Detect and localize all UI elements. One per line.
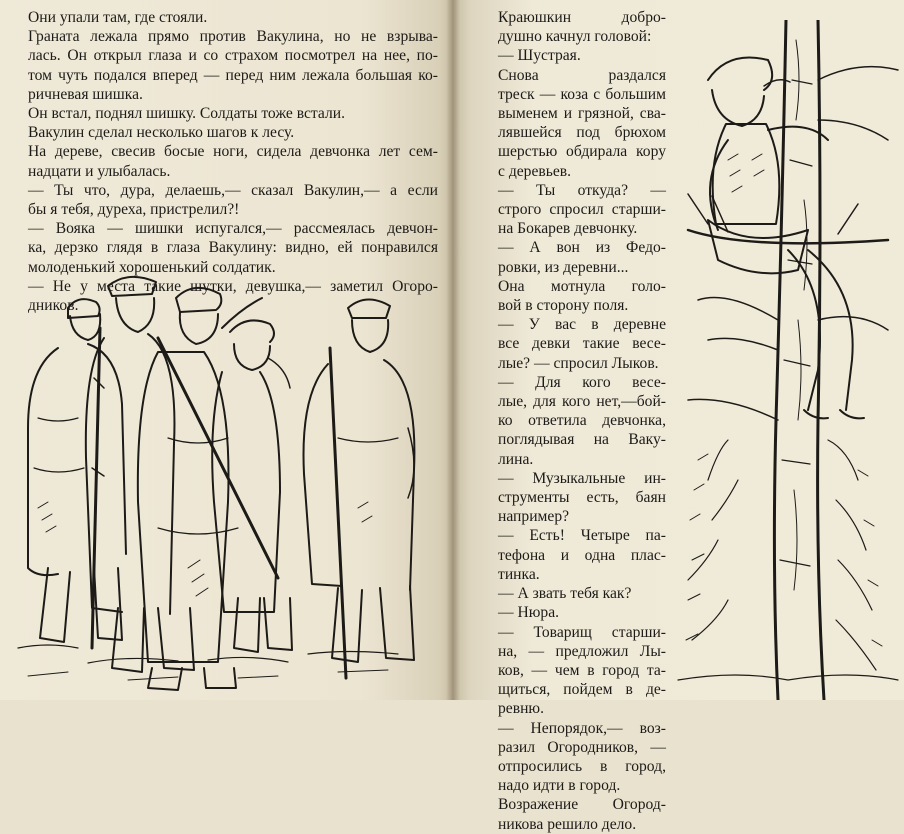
right-page-line: Она мотнула голо- xyxy=(498,277,666,295)
right-page-line: тефона и одна плас- xyxy=(498,546,666,564)
right-page-line: шерстью обдирала кору xyxy=(498,143,666,161)
right-page-line: отпросились в город, xyxy=(498,757,666,775)
right-page-line: — А звать тебя как? xyxy=(498,585,632,603)
left-page-line: молоденький хорошенький солдатик. xyxy=(28,258,276,276)
right-page-line: на Бокарев девчонку. xyxy=(498,220,638,238)
right-page-line: лые? — спросил Лыков. xyxy=(498,354,659,372)
left-page-line: Он встал, поднял шишку. Солдаты тоже встали. xyxy=(28,105,346,123)
right-page-line: — Есть! Четыре па- xyxy=(498,527,666,545)
left-page-line: Они упали там, где стояли. xyxy=(28,9,208,26)
right-page-line: треск — коза с большим xyxy=(498,85,666,103)
right-page-line: строго спросил старши- xyxy=(498,201,666,219)
left-page-line: — Вояка — шишки испугался,— рассмеялась девчон- xyxy=(28,220,438,238)
right-page-line: — Непорядок,— воз- xyxy=(498,719,666,737)
left-page-line: лась. Он открыл глаза и со страхом посмотрел на нее, по- xyxy=(28,47,438,65)
left-page-line: На дереве, свесив босые ноги, сидела девчонка лет сем- xyxy=(28,143,438,161)
left-page-line: Граната лежала прямо против Вакулина, но не взрыва- xyxy=(28,28,438,46)
left-page-line: бы я тебя, дуреха, пристрелил?! xyxy=(28,201,240,219)
right-page-line: струменты есть, баян xyxy=(498,489,666,507)
right-page-line: — Для кого весе- xyxy=(498,373,666,391)
right-page-line: лина. xyxy=(498,450,534,468)
right-page-line: с деревьев. xyxy=(498,162,572,180)
right-page-line: Снова раздался xyxy=(498,66,666,84)
right-page-line: надо идти в город. xyxy=(498,777,621,795)
right-page-line: поглядывая на Ваку- xyxy=(498,431,666,449)
right-page-text xyxy=(498,8,666,834)
right-page-line: — Ты откуда? — xyxy=(498,181,666,199)
soldiers-illustration xyxy=(8,268,448,696)
book-gutter xyxy=(446,0,460,700)
right-page-line: вой в сторону поля. xyxy=(498,297,629,315)
left-page-line: ка, дерзко глядя в глаза Вакулину: видно, ей понравился xyxy=(28,239,438,257)
right-page-line: — Шустрая. xyxy=(498,47,581,65)
right-page-line: никова решило дело. xyxy=(498,815,637,833)
left-page-line: ричневая шишка. xyxy=(28,85,143,103)
right-page-line: тинка. xyxy=(498,565,540,583)
right-page-line: разил Огородников, — xyxy=(498,738,666,756)
right-page-line: лые, для кого нет,—бой- xyxy=(498,393,666,411)
right-page-line: например? xyxy=(498,508,570,526)
right-page-line: ровки, из деревни... xyxy=(498,258,629,276)
right-page-line: — Нюра. xyxy=(498,604,560,622)
right-page-line: — Товарищ старши- xyxy=(498,623,666,641)
left-page-line: — Ты что, дура, делаешь,— сказал Вакулин,— а если xyxy=(28,181,438,199)
right-page-line: все девки такие весе- xyxy=(498,335,666,353)
right-page-line: ревню. xyxy=(498,700,544,718)
right-page-line: Краюшкин добро- xyxy=(498,9,666,26)
left-page-line: том чуть подался вперед — перед ним лежала большая ко- xyxy=(28,66,438,84)
right-page-line: ков, — чем в город та- xyxy=(498,661,666,679)
right-page-line: на, — предложил Лы- xyxy=(498,642,666,660)
right-page-line: Возражение Огород- xyxy=(498,796,666,814)
right-page-line: выменем и грязной, сва- xyxy=(498,105,666,123)
right-page-line: щиться, пойдем в де- xyxy=(498,681,666,699)
right-page-line: — У вас в деревне xyxy=(498,316,666,334)
right-page-line: лявшейся под брюхом xyxy=(498,124,666,142)
left-page-line: — Не у места такие шутки, девушка,— заметил Огоро- xyxy=(28,277,438,295)
right-page-line: ко ответила девчонка, xyxy=(498,412,666,430)
right-page-line: душно качнул головой: xyxy=(498,28,652,46)
left-page-line: надцати и улыбалась. xyxy=(28,162,171,180)
girl-in-tree-illustration xyxy=(668,20,904,700)
left-page-line: Вакулин сделал несколько шагов к лесу. xyxy=(28,124,295,142)
right-page-line: — А вон из Федо- xyxy=(498,239,666,257)
right-page-line: — Музыкальные ин- xyxy=(498,469,666,487)
left-page-line: дников. xyxy=(28,297,79,315)
